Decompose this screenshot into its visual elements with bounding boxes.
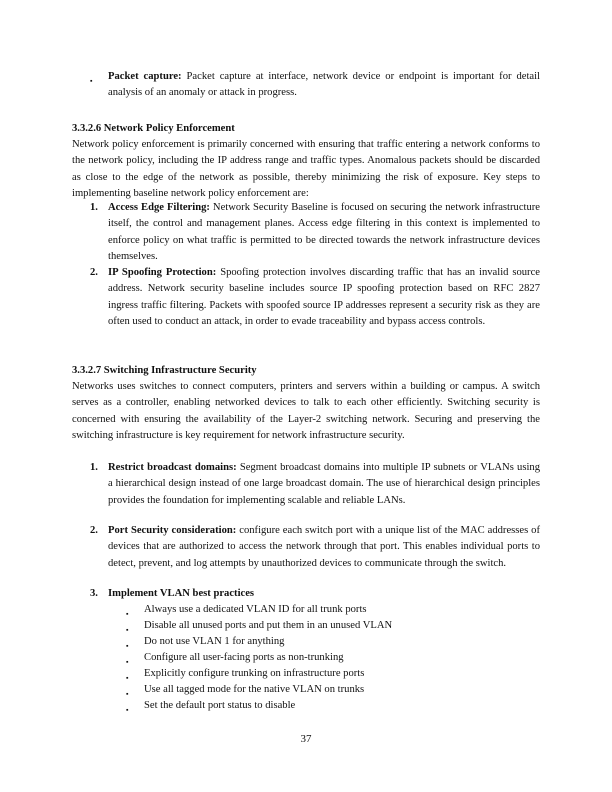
network-policy-paragraph: Network policy enforcement is primarily concerned with ensuring that traffic entering a network conforms to the network policy, including the IP address range and traffic types. Anomalous packets should be discarded as close to the edge of the network as possible, thereby minimizing the risk of exposure. Key steps to implementing baseline network policy enforcement are: [72,139,540,199]
vlan-bullet-text: Use all tagged mode for the native VLAN on trunks [144,684,365,695]
bullet-icon: ▪ [126,610,129,618]
switching-security-paragraph: Networks uses switches to connect computers, printers and servers within a building or campus. A switch serves as a controller, enabling networked devices to talk to each other efficiently. Switching security is concerned with ensuring the availability of the Layer-2 switching network. Securing and preserving the switching infrastructure is key requirement for network infrastructure security. [72,381,540,441]
section-heading-network-policy: 3.3.2.6 Network Policy Enforcement [72,123,235,134]
list-number: 1. [90,202,98,213]
access-edge-filtering-text: Network Security Baseline is focused on securing the network infrastructure itself, the control and management planes. Access edge filtering in this context is implemented to enforce policy on what traffic is permitted to be directed towards the network infrastructure devices themselves. [108,202,540,262]
port-security-lead: Port Security consideration: [108,525,237,536]
ip-spoofing-text: Spoofing protection involves discarding traffic that has an invalid source address. Network security baseline includes source IP spoofing protection based on RFC 2827 ingress traffic filtering. Packets with spoofed source IP addresses represent a security risk as they are often used to conduct an attack, in order to evade traceability and bypass access controls. [108,267,540,327]
vlan-bullet-list [126,602,540,714]
packet-capture-item [108,69,540,102]
bullet-icon: ▪ [126,658,129,666]
packet-capture-lead: Packet capture: [108,71,182,82]
list-item [126,618,540,634]
list-item [126,634,540,650]
restrict-broadcast-text: Segment broadcast domains into multiple IP subnets or VLANs using a hierarchical design instead of one large broadcast domain. The use of hierarchical design principles provides the foundation for implementing scalable and reliable LANs. [108,462,540,506]
packet-capture-text: Packet capture at interface, network device or endpoint is important for detail analysis of an anomaly or attack in progress. [108,71,540,99]
section-heading-switching-security: 3.3.2.7 Switching Infrastructure Security [72,365,257,376]
vlan-bullet-text: Disable all unused ports and put them in an unused VLAN [144,620,393,631]
list-item [126,666,540,682]
restrict-broadcast-item [108,460,540,509]
list-number: 3. [90,588,98,599]
vlan-bullet-text: Configure all user-facing ports as non-trunking [144,652,344,663]
page-number: 37 [300,733,312,745]
port-security-item [108,523,540,572]
access-edge-filtering-lead: Access Edge Filtering: [108,202,210,213]
ip-spoofing-item [108,265,540,330]
list-number: 2. [90,267,98,278]
bullet-icon: ▪ [90,77,93,85]
vlan-bullet-text: Do not use VLAN 1 for anything [144,636,285,647]
list-item [126,682,540,698]
list-number: 1. [90,462,98,473]
restrict-broadcast-lead: Restrict broadcast domains: [108,462,237,473]
vlan-bullet-text: Always use a dedicated VLAN ID for all trunk ports [144,604,367,615]
list-number: 2. [90,525,98,536]
list-item [126,650,540,666]
bullet-icon: ▪ [126,642,129,650]
list-item [126,698,540,714]
bullet-icon: ▪ [126,706,129,714]
bullet-icon: ▪ [126,626,129,634]
vlan-best-practices-item [108,586,540,602]
access-edge-filtering-item [108,200,540,265]
bullet-icon: ▪ [126,690,129,698]
list-item [126,602,540,618]
vlan-bullet-text: Set the default port status to disable [144,700,296,711]
vlan-bullet-text: Explicitly configure trunking on infrastructure ports [144,668,365,679]
port-security-text: configure each switch port with a unique list of the MAC addresses of devices that are authorized to access the network through that port. This enables individual ports to detect, prevent, and log attempts by unauthorized devices to communicate through the switch. [108,525,540,569]
ip-spoofing-lead: IP Spoofing Protection: [108,267,217,278]
bullet-icon: ▪ [126,674,129,682]
vlan-best-practices-lead: Implement VLAN best practices [108,588,255,599]
